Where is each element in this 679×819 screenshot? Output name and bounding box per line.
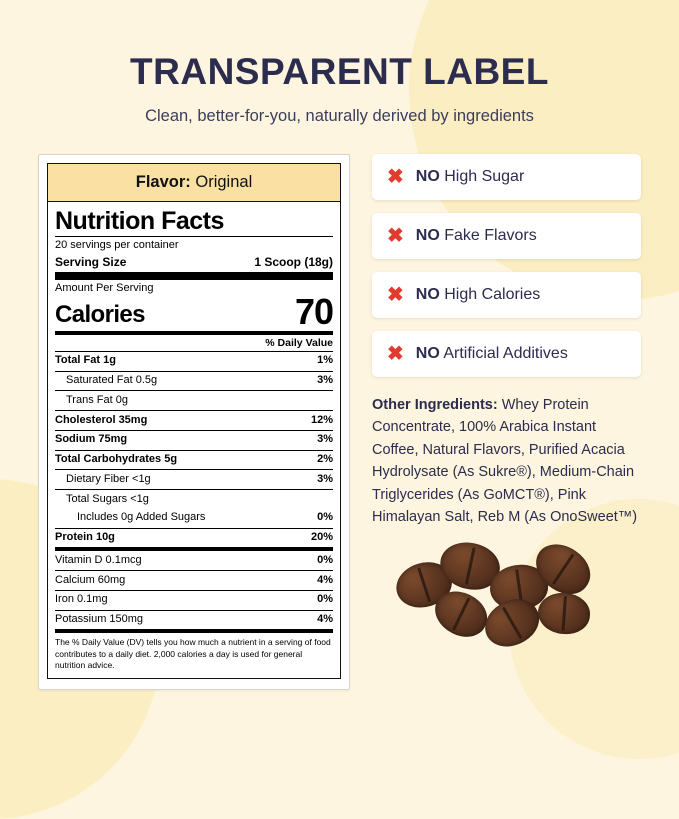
nutrient-dv: 1%: [317, 354, 333, 367]
nutrition-panel-column: [38, 154, 350, 690]
table-row: [55, 391, 333, 410]
table-row: [55, 372, 333, 391]
other-ingredients-text: Whey Protein Concentrate, 100% Arabica Instant Coffee, Natural Flavors, Purified Acacia Hydrolysate (As Sukre®), Medium-Chain Triglycerides (As GoMCT®), Pink Himalayan Salt, Reb M (As OnoSweet™): [372, 396, 638, 526]
claim-text: [416, 345, 568, 363]
other-ingredients: [372, 394, 641, 529]
nutrient-dv: 3%: [317, 472, 333, 485]
x-mark-icon: ✖: [387, 342, 404, 365]
other-ingredients-label: Other Ingredients:: [372, 396, 498, 413]
nutrition-facts-title: Nutrition Facts: [55, 206, 224, 235]
nutrient-dv: 3%: [317, 374, 333, 386]
claims-column: [372, 154, 641, 665]
nutrient-name: Includes 0g Added Sugars: [77, 511, 206, 524]
nutrient-name: Saturated Fat 0.5g: [66, 374, 158, 386]
claim-prefix: NO: [415, 167, 440, 185]
coffee-bean-icon: [537, 591, 592, 636]
nutrient-name: Iron 0.1mg: [55, 593, 108, 606]
claim-card: [372, 331, 641, 377]
flavor-value: Original: [195, 172, 253, 191]
nutrient-name: Total Fat 1g: [55, 354, 116, 367]
claim-text: [416, 286, 541, 304]
page-subtitle: Clean, better-for-you, naturally derived by ingredients: [145, 106, 534, 125]
amount-per-serving-label: Amount Per Serving: [55, 281, 154, 294]
nutrient-name: Total Sugars <1g: [66, 492, 149, 505]
claim-text: [416, 168, 525, 186]
nutrition-facts-table: [47, 201, 341, 679]
nutrient-name: Dietary Fiber <1g: [66, 472, 151, 485]
calories-row: [55, 291, 333, 333]
nutrient-dv: 0%: [317, 511, 333, 524]
table-row: [55, 551, 333, 570]
table-row: [55, 431, 333, 450]
nutrient-name: Protein 10g: [55, 531, 115, 543]
nutrient-dv: 20%: [310, 531, 333, 543]
table-row: [55, 611, 333, 630]
nutrient-name: Potassium 150mg: [55, 613, 144, 625]
claim-label: Artificial Additives: [443, 344, 568, 362]
nutrient-name: Vitamin D 0.1mcg: [55, 553, 142, 566]
table-row: [55, 529, 333, 548]
calories-label: Calories: [55, 300, 145, 328]
daily-value-footnote: The % Daily Value (DV) tells you how much a nutrient in a serving of food contributes to a daily diet. 2,000 calories a day is used for general nutrition advice.: [55, 637, 331, 671]
x-mark-icon: ✖: [387, 224, 404, 247]
flavor-label: Flavor:: [135, 172, 191, 191]
nutrient-name: Trans Fat 0g: [66, 393, 128, 406]
nutrient-dv: 4%: [317, 613, 333, 625]
nutrient-dv: 0%: [317, 553, 333, 566]
claim-label: High Sugar: [444, 167, 525, 185]
content-columns: [38, 154, 641, 690]
table-row: [55, 571, 333, 590]
table-row: [55, 451, 333, 470]
table-row: [55, 352, 333, 371]
x-mark-icon: ✖: [387, 283, 404, 306]
table-row: [55, 591, 333, 610]
nutrient-name: Sodium 75mg: [55, 433, 128, 446]
claim-prefix: NO: [415, 344, 440, 362]
daily-value-header: % Daily Value: [265, 336, 333, 349]
x-mark-icon: ✖: [387, 165, 404, 188]
serving-size-value: 1 Scoop (18g): [254, 254, 333, 269]
nutrient-dv: 4%: [317, 573, 333, 586]
page-title: TRANSPARENT LABEL: [130, 51, 549, 92]
nutrient-name: Total Carbohydrates 5g: [55, 453, 178, 465]
servings-per-container: 20 servings per container: [55, 238, 179, 251]
table-row: [55, 490, 333, 509]
table-row: [55, 509, 333, 528]
claim-text: [416, 227, 537, 245]
nutrient-dv: 3%: [317, 433, 333, 446]
nutrient-dv: 0%: [317, 593, 333, 606]
flavor-bar: [47, 163, 341, 201]
claim-card: [372, 154, 641, 200]
calories-value: 70: [294, 291, 333, 333]
claim-label: Fake Flavors: [444, 226, 537, 244]
claim-prefix: NO: [415, 285, 440, 303]
claim-label: High Calories: [444, 285, 541, 303]
serving-size-label: Serving Size: [55, 254, 127, 269]
nutrient-name: Cholesterol 35mg: [55, 413, 148, 426]
nutrient-dv: 2%: [317, 453, 333, 465]
coffee-beans-illustration: [372, 535, 641, 665]
serving-size-row: [55, 254, 333, 272]
nutrient-dv: 12%: [310, 413, 333, 426]
table-row: [55, 470, 333, 489]
claim-card: [372, 213, 641, 259]
claim-card: [372, 272, 641, 318]
claim-prefix: NO: [415, 226, 440, 244]
nutrition-facts-panel: [38, 154, 350, 690]
table-row: [55, 411, 333, 430]
nutrient-name: Calcium 60mg: [55, 573, 126, 586]
